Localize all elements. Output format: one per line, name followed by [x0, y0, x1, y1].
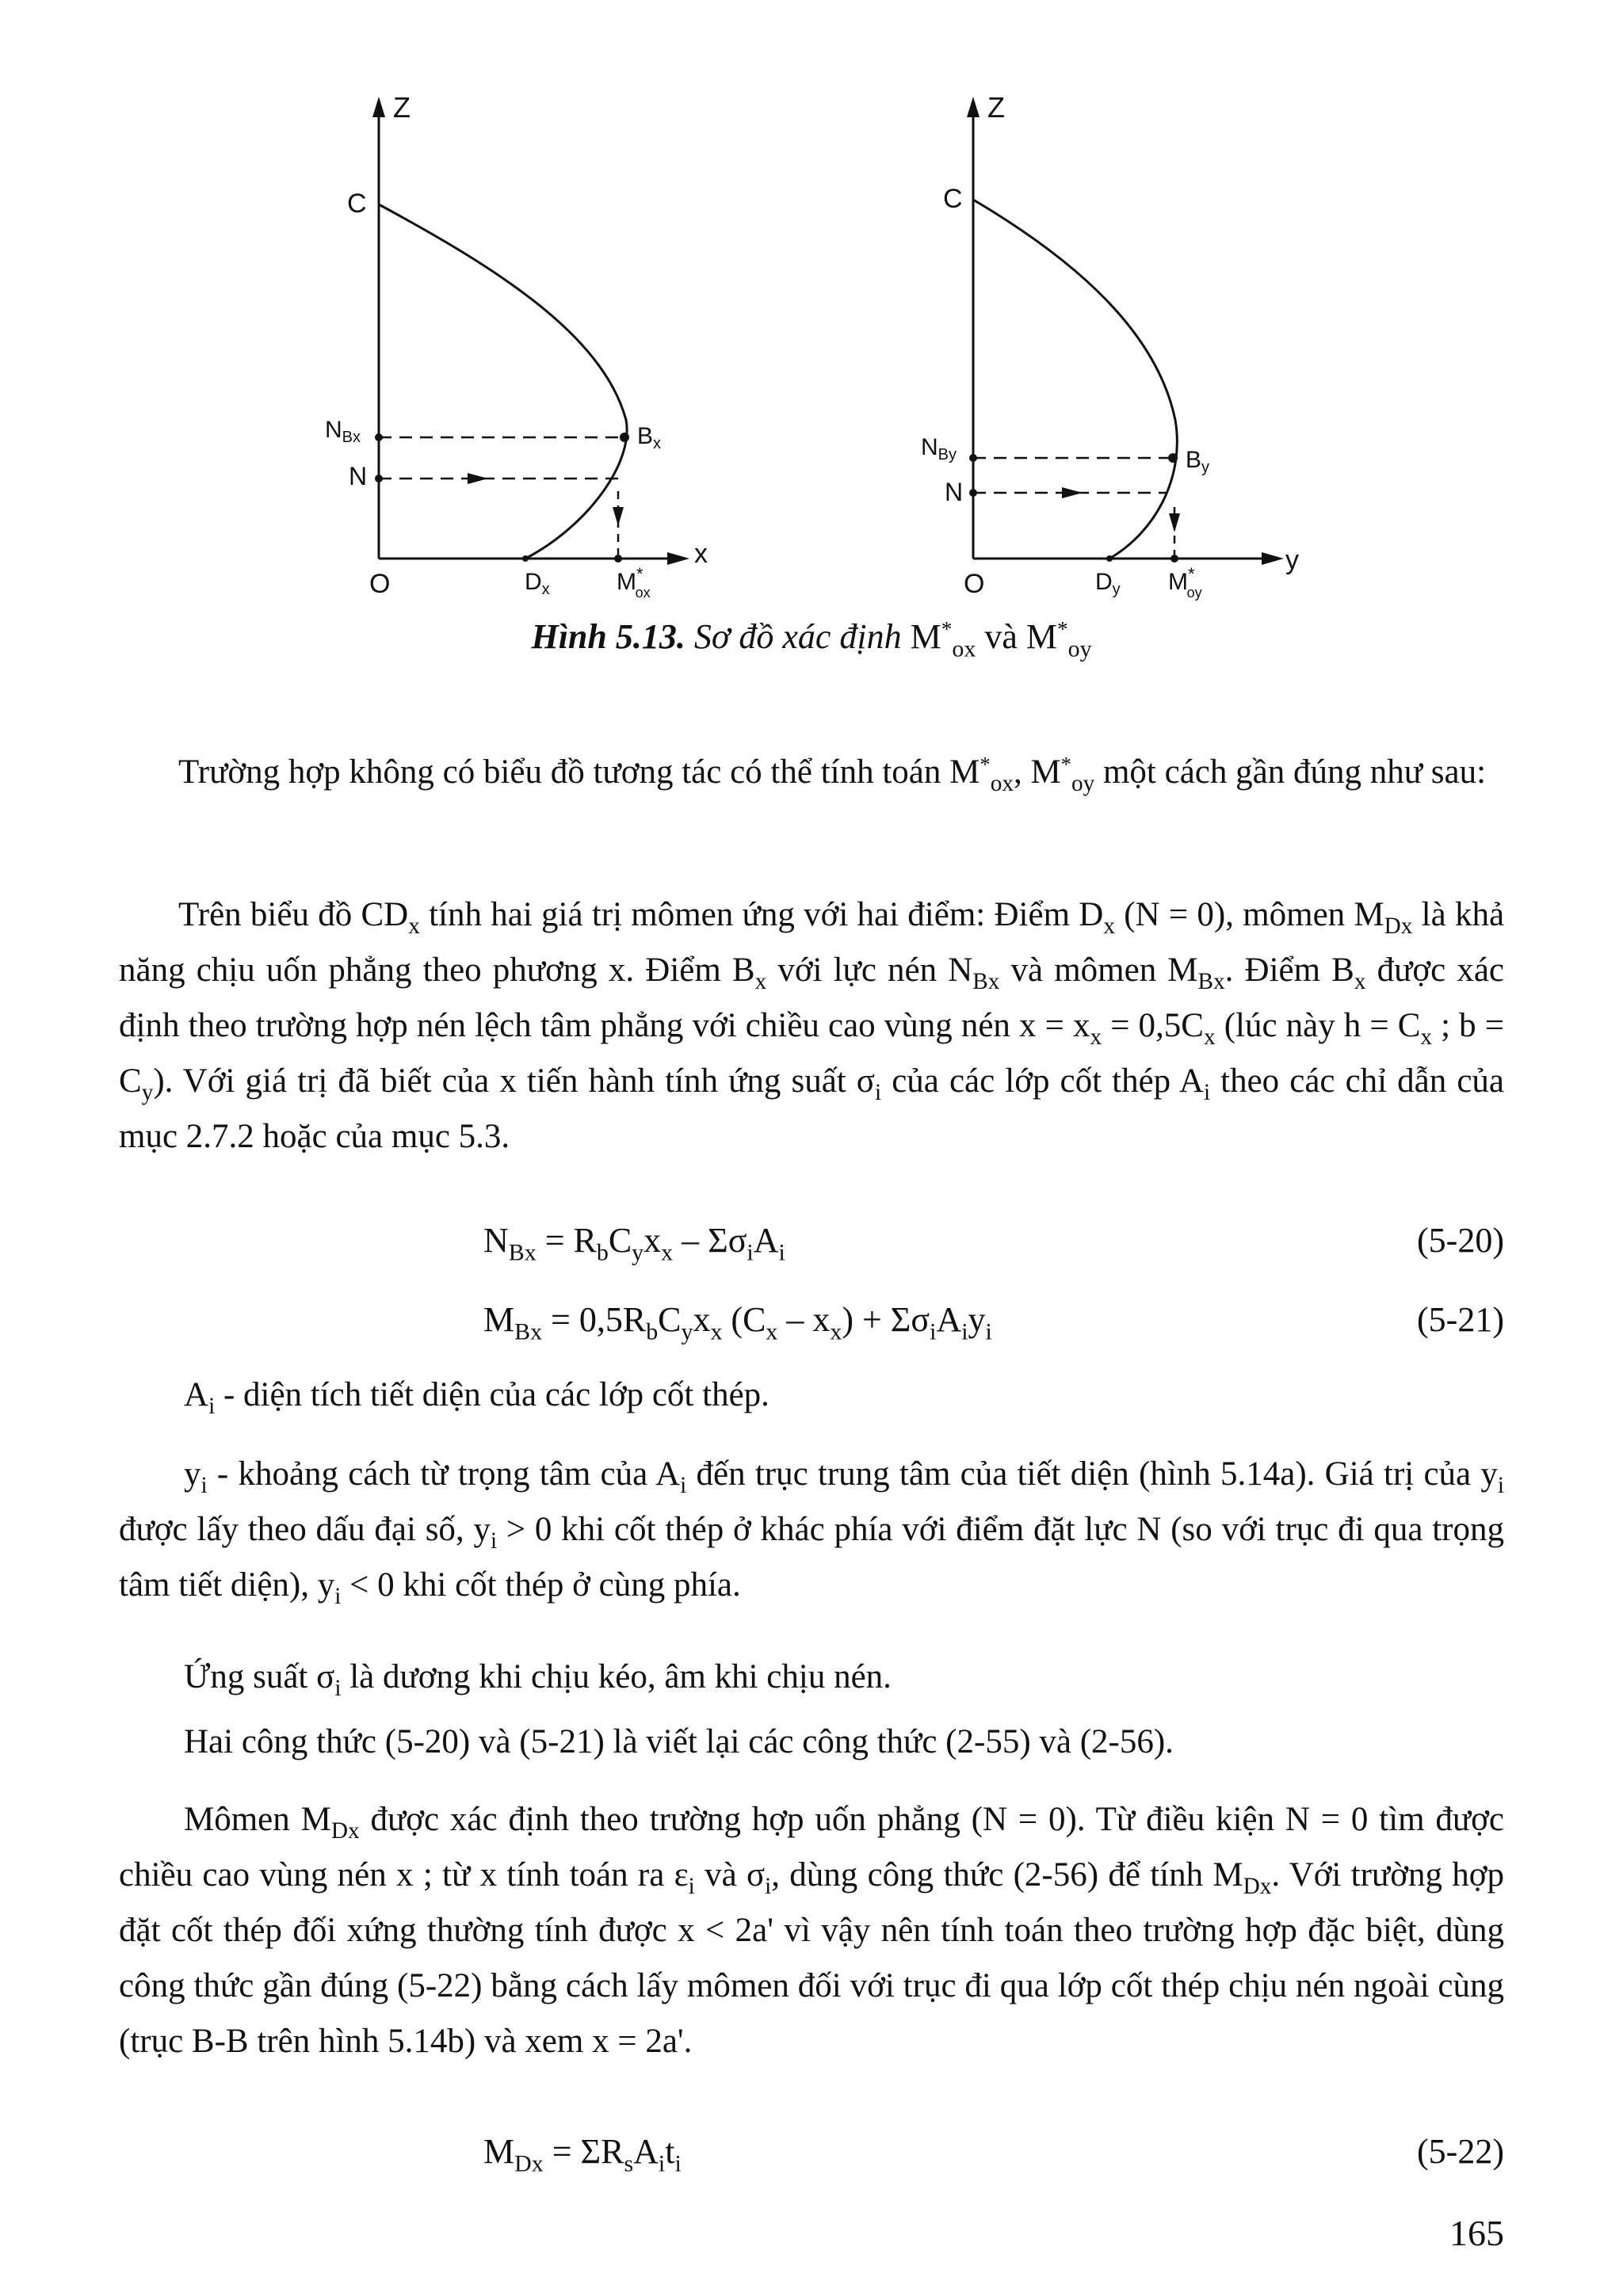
point-dx	[522, 555, 529, 562]
label-nby: $N_{By}$	[921, 434, 957, 463]
label-o-left: O	[369, 569, 391, 599]
label-by: $B_y$	[1186, 447, 1210, 476]
page-number: 165	[1449, 2213, 1504, 2253]
paragraph-4: $y_i$ - khoảng cách từ trọng tâm của $A_i$ đến trục trung tâm của tiết diện (hình 5.14a). Giá trị của $y_i$ được lấy theo dấu đại số, $y_i > 0$ khi cốt thép ở khác phía với điểm đặt lực N (so với trục đi qua trọng tâm tiết diện), $y_i < 0$ khi cốt thép ở cùng phía.	[119, 1455, 1505, 1610]
label-o-right: O	[964, 569, 985, 599]
point-mox	[614, 555, 622, 563]
point-bx	[620, 433, 629, 442]
down-arrow-left	[613, 507, 624, 526]
point-by	[1168, 453, 1178, 463]
label-z-right: Z	[987, 91, 1005, 124]
equation-number-5-21: (5-21)	[1417, 1300, 1504, 1339]
label-x-axis: x	[694, 539, 708, 569]
point-nby	[969, 454, 977, 462]
caption-text: Sơ đồ xác định	[693, 617, 902, 656]
caption-number: Hình 5.13.	[531, 617, 685, 656]
label-bx: $B_x$	[637, 423, 662, 452]
paragraph-6: Hai công thức (5-20) và (5-21) là viết lại các công thức (2-55) và (2-56).	[184, 1723, 1174, 1760]
paragraph-3: $A_i$ - diện tích tiết diện của các lớp cốt thép.	[184, 1376, 769, 1420]
equation-number-5-22: (5-22)	[1417, 2132, 1504, 2171]
label-dx: $D_x$	[525, 569, 550, 598]
figure-interaction-diagrams	[0, 0, 1623, 618]
down-arrow-right	[1169, 513, 1180, 532]
equation-5-21: $M_{Bx} = 0,5R_bC_yx_x$ $(C_x - x_x) + \Sigma\sigma_iA_iy_i$	[483, 1300, 992, 1345]
y-axis-right-arrow	[1262, 552, 1284, 565]
label-mox: M* ox	[617, 564, 651, 601]
label-c-right: C	[943, 184, 963, 214]
point-nbx	[375, 433, 383, 441]
left-diagram	[325, 91, 708, 601]
n-arrow-left	[468, 473, 488, 484]
label-n-left: N	[349, 462, 368, 490]
caption-m-oy: $M^*_{oy}$	[1025, 617, 1092, 662]
figure-caption	[0, 616, 1623, 662]
paragraph-7: Mômen $M_{Dx}$ được xác định theo trường hợp uốn phẳng (N = 0). Từ điều kiện N = 0 tìm được chiều cao vùng nén x ; từ x tính toán ra $\varepsilon_i$ và $\sigma_i$, dùng công thức (2-56) để tính $M_{Dx}$. Với trường hợp đặt cốt thép đối xứng thường tính được x < 2a' vì vậy nên tính toán theo trường hợp đặc biệt, dùng công thức gần đúng (5-22) bằng cách lấy mômen đối với trục đi qua lớp cốt thép chịu nén ngoài cùng (trục B-B trên hình 5.14b) và xem x = 2a'.	[119, 1801, 1505, 2060]
label-nbx: $N_{Bx}$	[325, 417, 361, 446]
right-diagram	[921, 91, 1299, 601]
label-y-axis: y	[1285, 545, 1299, 575]
z-axis-right-arrow	[967, 97, 980, 117]
paragraph-2: Trên biểu đồ $CD_x$ tính hai giá trị mômen ứng với hai điểm: Điểm $D_x$ (N = 0), mômen $M_{Dx}$ là khả năng chịu uốn phẳng theo phương x. Điểm $B_x$ với lực nén $N_{Bx}$ và mômen $M_{Bx}$. Điểm $B_x$ được xác định theo trường hợp nén lệch tâm phẳng với chiều cao vùng nén $x = x_x = 0,5C_x$ (lúc này $h = C_x$ ; $b = C_y$). Với giá trị đã biết của x tiến hành tính ứng suất $\sigma_i$ của các lớp cốt thép $A_i$ theo các chỉ dẫn của mục 2.7.2 hoặc của mục 5.3.	[119, 896, 1505, 1155]
paragraph-5: Ứng suất $\sigma_i$ là dương khi chịu kéo, âm khi chịu nén.	[184, 1658, 892, 1702]
n-arrow-right	[1062, 487, 1083, 498]
label-dy: $D_y$	[1095, 569, 1121, 598]
point-dy	[1106, 555, 1113, 562]
z-axis-left-arrow	[372, 97, 385, 117]
m-ox: $M^*_{ox}$	[949, 752, 1014, 797]
interaction-curve-right	[973, 200, 1177, 559]
label-z-left: Z	[393, 91, 411, 124]
equation-5-22: $M_{Dx} = \Sigma R_sA_it_i$	[483, 2132, 682, 2177]
caption-conj: và	[984, 617, 1018, 656]
label-c-left: C	[347, 189, 367, 219]
point-n-right	[969, 489, 977, 497]
label-moy: M* oy	[1168, 564, 1202, 601]
point-n-left	[375, 475, 383, 482]
equation-5-20: $N_{Bx} = R_bC_yx_x - \Sigma\sigma_iA_i$	[483, 1221, 785, 1266]
paragraph-1: Trường hợp không có biểu đồ tương tác có thể tính toán $M^*_{ox}$, $M^*_{oy}$ một cách gần đúng như sau:	[178, 752, 1487, 797]
label-n-right: N	[945, 478, 964, 506]
m-oy: $M^*_{oy}$	[1030, 752, 1095, 797]
equation-number-5-20: (5-20)	[1417, 1221, 1504, 1260]
caption-m-ox: $M^*_{ox}$	[910, 617, 976, 662]
interaction-curve-left	[379, 204, 627, 559]
point-moy	[1170, 555, 1178, 563]
x-axis-left-arrow	[667, 552, 689, 565]
